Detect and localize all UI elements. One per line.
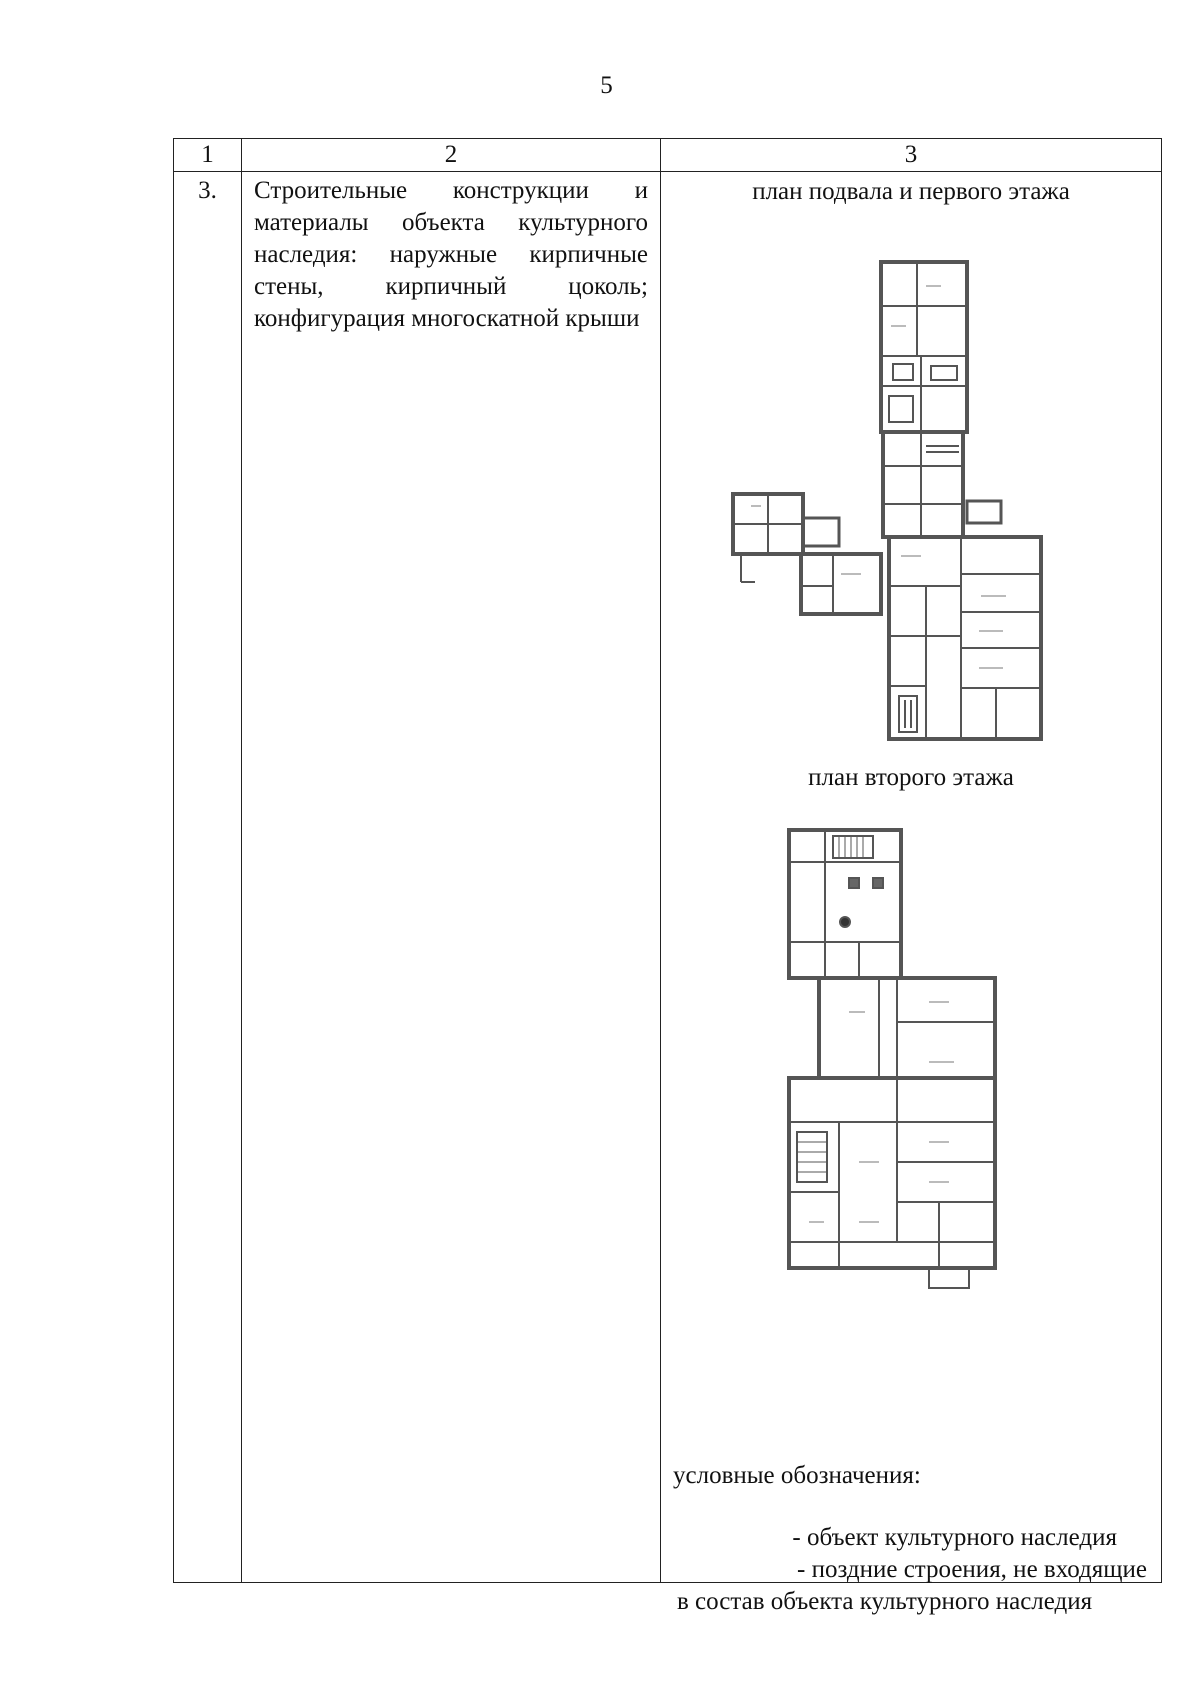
legend-item-late-buildings: - поздние строения, не входящие — [797, 1556, 1147, 1583]
legend-item-late-buildings-cont: в состав объекта культурного наследия — [677, 1588, 1093, 1615]
page-number: 5 — [600, 72, 613, 99]
header-col-1: 1 — [174, 139, 242, 172]
basement-first-floor-plan — [721, 256, 1061, 748]
row-description: Строительные конструкции и материалы объекта культурного наследия: наружные кирпичные стены, кирпичный цоколь; конфигурация многоскатной крыши — [242, 172, 661, 1583]
legend-item-heritage: - объект культурного наследия — [792, 1524, 1117, 1551]
header-col-3: 3 — [661, 139, 1162, 172]
caption-basement-plan: план подвала и первого этажа — [752, 178, 1070, 205]
plans-cell — [661, 172, 1162, 1615]
caption-second-floor-plan: план второго этажа — [808, 764, 1014, 791]
legend-title: условные обозначения: — [673, 1462, 921, 1489]
content-table — [173, 138, 1162, 1615]
header-row — [174, 139, 1162, 172]
header-col-2: 2 — [242, 139, 661, 172]
row-number: 3. — [174, 172, 242, 1583]
table-row — [174, 172, 1162, 1583]
second-floor-plan — [779, 822, 1009, 1292]
